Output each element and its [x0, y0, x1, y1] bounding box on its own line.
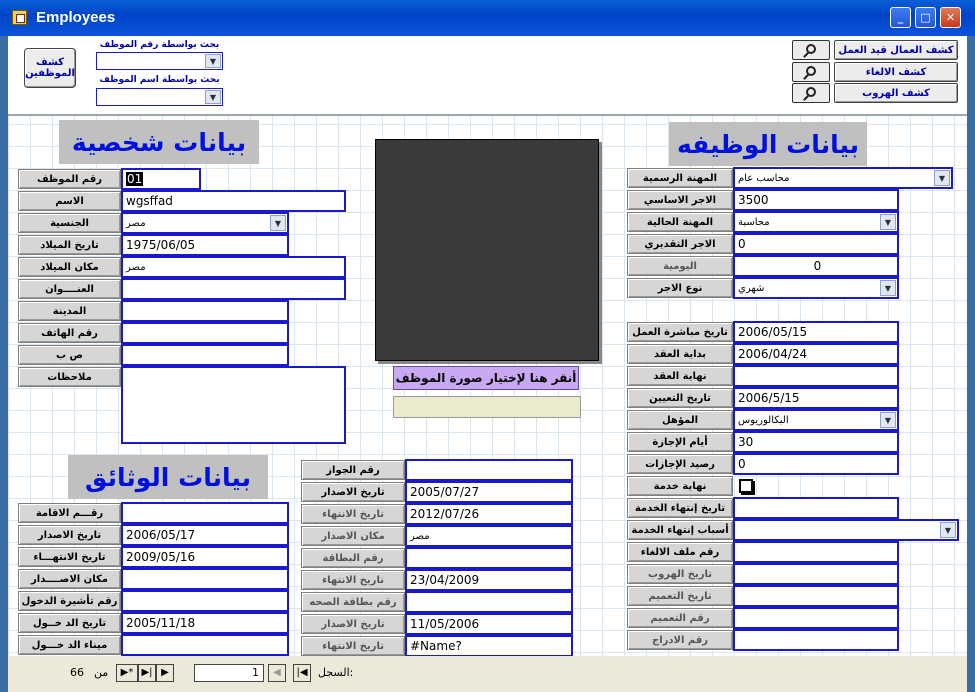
contract-start-field[interactable]: 2006/04/24 [733, 343, 899, 365]
estimated-salary-label: الاجر التقديري [627, 234, 733, 254]
record-label: السجل: [318, 666, 354, 679]
nationality-label: الجنسية [18, 213, 121, 233]
hire-date-label: تاريخ التعيين [627, 388, 733, 408]
entry-visa-field[interactable] [121, 590, 289, 612]
circular-date-label: تاريخ التعميم [627, 586, 733, 606]
select-photo-button[interactable]: أنقر هنا لإختيار صورة الموظف [393, 366, 579, 390]
job-data-heading: بيانات الوظيفه [669, 122, 867, 166]
listing-number-field[interactable] [733, 629, 899, 651]
search-section [8, 36, 967, 116]
form-body [8, 36, 967, 656]
start-date-label: تاريخ مباشرة العمل [627, 322, 733, 342]
vacation-balance-field[interactable]: 0 [733, 453, 899, 475]
phone-label: رقم الهاتف [18, 323, 121, 343]
residence-issue-label: تاريخ الاصدار [18, 525, 121, 545]
service-end-reason-combo[interactable] [733, 519, 959, 541]
employee-photo[interactable] [375, 139, 599, 361]
search-by-number-label: بحث بواسطة رقم الموظف [96, 39, 223, 51]
contract-end-field[interactable] [733, 365, 899, 387]
health-issue-label: تاريخ الاصدار [301, 614, 405, 634]
magnifier-icon [806, 66, 816, 76]
entry-visa-label: رقم تأشيرة الدخول [18, 591, 121, 611]
cancel-report-button[interactable]: كشف الالغاء [834, 62, 958, 82]
employee-number-field[interactable]: 01 [121, 168, 201, 190]
residence-expiry-field[interactable]: 2009/05/16 [121, 546, 289, 568]
name-field[interactable]: wgsffad [121, 190, 346, 212]
entry-port-label: ميناء الد خـــول [18, 635, 121, 655]
health-expiry-field[interactable]: #Name? [405, 635, 573, 657]
record-total: 66 [70, 666, 84, 679]
official-job-combo[interactable]: محاسب عام ▼ [733, 167, 953, 189]
basic-salary-field[interactable]: 3500 [733, 189, 899, 211]
circular-number-field[interactable] [733, 607, 899, 629]
nationality-combo[interactable]: مصر ▼ [121, 212, 289, 234]
chevron-down-icon[interactable]: ▼ [205, 90, 221, 104]
search-working-button[interactable] [792, 40, 830, 60]
first-record-icon[interactable]: |◀ [293, 664, 311, 682]
chevron-down-icon[interactable]: ▼ [270, 215, 286, 231]
record-navigation-bar [8, 656, 967, 692]
passport-issue-label: تاريخ الاصدار [301, 482, 405, 502]
residence-place-label: مكان الاصــــدار [18, 569, 121, 589]
residence-expiry-label: تاريخ الانتهـــاء [18, 547, 121, 567]
notes-label: ملاحظات [18, 367, 121, 387]
title-bar[interactable] [0, 0, 975, 36]
end-of-service-checkbox[interactable] [739, 479, 753, 493]
service-end-date-field[interactable] [733, 497, 899, 519]
residence-place-field[interactable] [121, 568, 289, 590]
card-number-label: رقم البطاقة [301, 548, 405, 568]
residence-issue-field[interactable]: 2006/05/17 [121, 524, 289, 546]
search-escape-button[interactable] [792, 83, 830, 103]
residence-number-label: رقـــم الاقامة [18, 503, 121, 523]
card-number-field[interactable] [405, 547, 573, 569]
escape-date-field[interactable] [733, 563, 899, 585]
birth-date-label: تاريخ الميلاد [18, 235, 121, 255]
previous-record-icon[interactable]: ◀ [268, 664, 286, 682]
maximize-button[interactable]: □ [915, 7, 936, 28]
passport-number-field[interactable] [405, 459, 573, 481]
entry-port-field[interactable] [121, 634, 289, 656]
address-label: العنــــوان [18, 279, 121, 299]
search-by-number-combo[interactable] [96, 52, 223, 70]
chevron-down-icon[interactable]: ▼ [880, 280, 896, 296]
salary-type-combo[interactable]: شهري ▼ [733, 277, 899, 299]
show-employees-button[interactable]: كشف الموظفين [24, 48, 76, 88]
contract-end-label: نهاية العقد [627, 366, 733, 386]
start-date-field[interactable]: 2006/05/15 [733, 321, 899, 343]
end-of-service-label: نهاية خدمة [627, 476, 733, 496]
access-form-icon [12, 10, 27, 25]
daily-label: اليومية [627, 256, 733, 276]
passport-issue-field[interactable]: 2005/07/27 [405, 481, 573, 503]
vacation-days-label: أيام الإجازة [627, 432, 733, 452]
estimated-salary-field[interactable]: 0 [733, 233, 899, 255]
service-end-reason-label: أسباب إنتهاء الخدمة [627, 520, 733, 540]
vacation-balance-label: رصيد الإجازات [627, 454, 733, 474]
search-cancel-button[interactable] [792, 62, 830, 82]
po-box-label: ص ب [18, 345, 121, 365]
listing-number-label: رقم الادراج [627, 630, 733, 650]
entry-date-label: تاريخ الد خــول [18, 613, 121, 633]
vacation-days-field[interactable]: 30 [733, 431, 899, 453]
close-button[interactable]: ✕ [940, 7, 961, 28]
contract-start-label: بداية العقد [627, 344, 733, 364]
qualification-label: المؤهل [627, 410, 733, 430]
health-issue-field[interactable]: 11/05/2006 [405, 613, 573, 635]
left-border [0, 36, 8, 656]
personal-data-heading: بيانات شخصية [59, 120, 259, 164]
circular-number-label: رقم التعميم [627, 608, 733, 628]
search-by-name-label: بحث بواسطة اسم الموظف [96, 74, 223, 86]
current-job-label: المهنة الحالية [627, 212, 733, 232]
current-record-field[interactable]: 1 [194, 664, 264, 682]
address-field[interactable] [121, 278, 346, 300]
salary-type-label: نوع الاجر [627, 278, 733, 298]
qualification-combo[interactable]: البكالوريوس ▼ [733, 409, 899, 431]
cancel-file-number-label: رقم ملف الالغاء [627, 542, 733, 562]
photo-path-field[interactable] [393, 396, 581, 418]
entry-date-field[interactable]: 2005/11/18 [121, 612, 289, 634]
window-title: Employees [36, 9, 116, 26]
card-expiry-label: تاريخ الانتهاء [301, 570, 405, 590]
chevron-down-icon[interactable]: ▼ [934, 170, 950, 186]
basic-salary-label: الاجر الاساسي [627, 190, 733, 210]
service-end-date-label: تاريخ إنتهاء الخدمة [627, 498, 733, 518]
escape-date-label: تاريخ الهروب [627, 564, 733, 584]
cancel-file-number-field[interactable] [733, 541, 899, 563]
last-record-icon[interactable]: ▶| [138, 664, 156, 682]
residence-number-field[interactable] [121, 502, 289, 524]
health-card-label: رقم بطاقة الصحه [301, 592, 405, 612]
city-label: المدينة [18, 301, 121, 321]
record-of-label: من [94, 666, 109, 679]
employee-number-label: رقم الموظف [18, 169, 121, 189]
passport-place-field[interactable]: مصر [405, 525, 573, 547]
birth-date-field[interactable]: 1975/06/05 [121, 234, 289, 256]
chevron-down-icon[interactable]: ▼ [940, 522, 956, 538]
circular-date-field[interactable] [733, 585, 899, 607]
birth-place-field[interactable]: مصر [121, 256, 346, 278]
working-report-button[interactable]: كشف العمال قيد العمل [834, 40, 958, 60]
magnifier-icon [806, 87, 816, 97]
official-job-label: المهنة الرسمية [627, 168, 733, 188]
city-field[interactable] [121, 300, 289, 322]
health-card-field[interactable] [405, 591, 573, 613]
notes-field[interactable] [121, 366, 346, 444]
escape-report-button[interactable]: كشف الهروب [834, 83, 958, 103]
minimize-button[interactable]: _ [890, 7, 911, 28]
search-by-name-combo[interactable] [96, 88, 223, 106]
health-expiry-label: تاريخ الانتهاء [301, 636, 405, 656]
passport-expiry-field[interactable]: 2012/07/26 [405, 503, 573, 525]
passport-place-label: مكان الاصدار [301, 526, 405, 546]
name-label: الاسم [18, 191, 121, 211]
magnifier-icon [806, 44, 816, 54]
phone-field[interactable] [121, 322, 289, 344]
hire-date-field[interactable]: 2006/5/15 [733, 387, 899, 409]
card-expiry-field[interactable]: 23/04/2009 [405, 569, 573, 591]
chevron-down-icon[interactable]: ▼ [205, 54, 221, 68]
documents-heading: بيانات الوثائق [68, 455, 268, 499]
passport-expiry-label: تاريخ الانتهاء [301, 504, 405, 524]
new-record-icon[interactable]: ▶* [116, 664, 138, 682]
right-border [967, 36, 975, 656]
po-box-field[interactable] [121, 344, 289, 366]
next-record-icon[interactable]: ▶ [156, 664, 174, 682]
passport-number-label: رقم الجواز [301, 460, 405, 480]
daily-field[interactable]: 0 [733, 255, 899, 277]
birth-place-label: مكان الميلاد [18, 257, 121, 277]
chevron-down-icon[interactable]: ▼ [880, 214, 896, 230]
chevron-down-icon[interactable]: ▼ [880, 412, 896, 428]
current-job-combo[interactable]: محاسبة ▼ [733, 211, 899, 233]
